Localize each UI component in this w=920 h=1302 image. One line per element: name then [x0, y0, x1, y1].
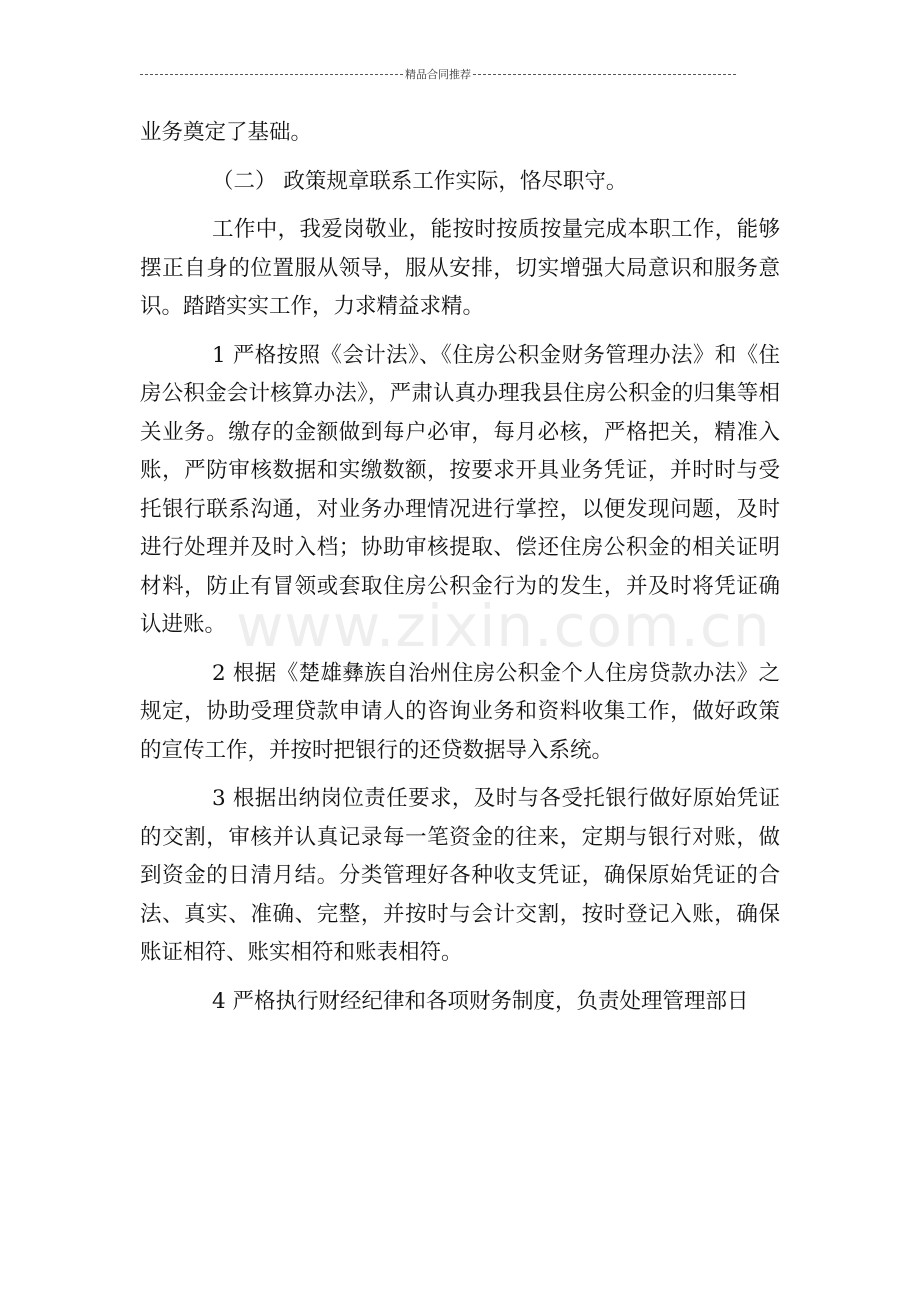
header-label: 精品合同推荐 [405, 68, 471, 81]
paragraph: 工作中，我爱岗敬业，能按时按质按量完成本职工作，能够摆正自身的位置服从领导，服从安排，切实增强大局意识和服务意识。踏踏实实工作，力求精益求精。 [140, 217, 780, 319]
document-body [140, 114, 780, 1031]
header-rule-left [140, 74, 403, 75]
list-item-1: 1 严格按照《会计法》、《住房公积金财务管理办法》和《住房公积金会计核算办法》，严肃认真办理我县住房公积金的归集等相关业务。缴存的金额做到每户必审，每月必核，严格把关，精准入账，严防审核数据和实缴数额，按要求开具业务凭证，并时时与受托银行联系沟通，对业务办理情况进行掌控，以便发现问题，及时进行处理并及时入档；协助审核提取、偿还住房公积金的相关证明材料，防止有冒领或套取住房公积金行为的发生，并及时将凭证确认进账。 [140, 342, 780, 637]
list-item-2: 2 根据《楚雄彝族自治州住房公积金个人住房贷款办法》之规定，协助受理贷款申请人的咨询业务和资料收集工作，做好政策的宣传工作，并按时把银行的还贷数据导入系统。 [140, 660, 780, 763]
paragraph-continuation: 业务奠定了基础。 [140, 120, 313, 145]
header-rule-right [473, 74, 736, 75]
list-item-3: 3 根据出纳岗位责任要求，及时与各受托银行做好原始凭证的交割，审核并认真记录每一笔资金的往来，定期与银行对账，做到资金的日清月结。分类管理好各种收支凭证，确保原始凭证的合法、真实、准确、完整，并按时与会计交割，按时登记入账，确保账证相符、账实相符和账表相符。 [140, 786, 780, 965]
list-item-4: 4 严格执行财经纪律和各项财务制度，负责处理管理部日 [212, 988, 749, 1014]
watermark: www.zixin.com.cn [236, 592, 771, 660]
page-header [140, 66, 736, 82]
section-heading: （二） 政策规章联系工作实际，恪尽职守。 [212, 168, 628, 194]
